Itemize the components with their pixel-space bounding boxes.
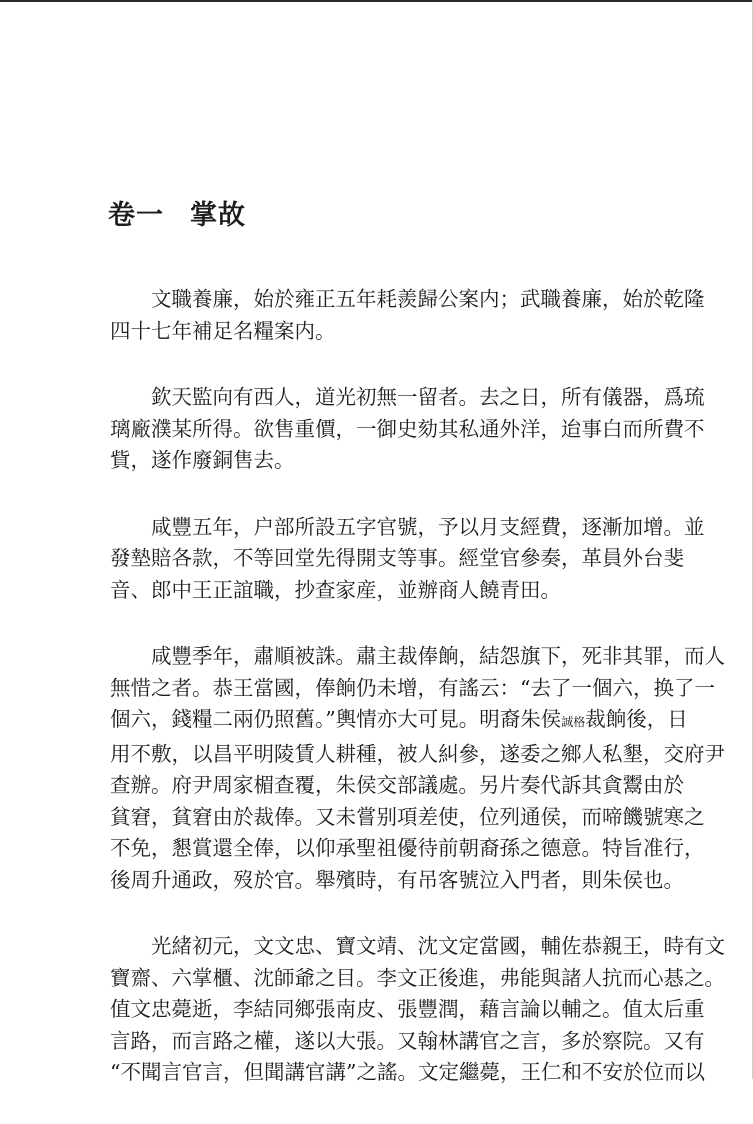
text-line: 咸豐五年，户部所設五字官號，予以月支經費，逐漸加增。並 bbox=[151, 514, 705, 539]
text-line: 發墊賠各款，不等回堂先得開支等事。經堂官參奏，革員外台斐 bbox=[110, 546, 684, 570]
line-text: 個六，錢糧二兩仍照舊。”輿情亦大可見。明裔朱侯 bbox=[110, 707, 562, 731]
chapter-heading bbox=[108, 193, 246, 232]
text-line: 值文忠薨逝，李結同鄉張南皮、張豐潤，藉言論以輔之。值太后重 bbox=[110, 997, 705, 1021]
interlinear-note: 誠格 bbox=[561, 715, 586, 729]
text-line: 寶齋、六掌櫃、沈師爺之目。李文正後進，弗能與諸人抗而心惎之。 bbox=[110, 965, 725, 990]
paragraph-xianfeng-five bbox=[110, 512, 705, 607]
text-line: 查辦。府尹周家楣查覆，朱侯交部議處。另片奏代訴其貪鬻由於 bbox=[110, 773, 684, 797]
top-border-rule bbox=[0, 0, 753, 2]
text-line: 後周升通政，歿於官。舉殯時，有吊客號泣入門者，則朱侯也。 bbox=[110, 867, 684, 892]
text-line: 四十七年補足名糧案内。 bbox=[110, 318, 336, 343]
text-line: “不聞言官言，但聞講官講”之謠。文定繼薨，王仁和不安於位而以 bbox=[110, 1060, 705, 1084]
paragraph-guangxu bbox=[110, 931, 725, 1089]
text-line-with-note bbox=[110, 704, 688, 739]
paragraph-sushun bbox=[110, 641, 725, 896]
text-line: 用不敷，以昌平明陵賃人耕種，被人糾參，遂委之鄉人私墾，交府尹 bbox=[110, 741, 725, 766]
text-line: 咸豐季年，肅順被誅。肅主裁俸餉，結怨旗下，死非其罪，而人 bbox=[151, 644, 725, 668]
text-line: 不免，懇賞還全俸，以仰承聖祖優待前朝裔孫之德意。特旨准行， bbox=[110, 836, 705, 860]
text-line: 貧窘，貧窘由於裁俸。又未嘗别項差使，位列通侯，而啼饑號寒之 bbox=[110, 804, 705, 829]
text-line: 璃廠濮某所得。欲售重價，一御史劾其私通外洋，迨事白而所費不 bbox=[110, 416, 705, 441]
text-line: 欽天監向有西人，道光初無一留者。去之日，所有儀器，爲琉 bbox=[151, 385, 705, 409]
chapter-number: 卷一 bbox=[108, 200, 164, 231]
text-line: 音、郎中王正誼職，抄查家産，並辦商人饒青田。 bbox=[110, 577, 561, 602]
paragraph-qintianjian bbox=[110, 382, 705, 477]
text-line: 無惜之者。恭王當國，俸餉仍未增，有謠云：“去了一個六，换了一 bbox=[110, 675, 715, 700]
paragraph-yanglian bbox=[110, 284, 705, 347]
chapter-title: 掌故 bbox=[190, 200, 246, 231]
text-line: 文職養廉，始於雍正五年耗羨歸公案内；武職養廉，始於乾隆 bbox=[151, 287, 705, 311]
body-text bbox=[110, 284, 725, 1124]
text-line: 貲，遂作廢銅售去。 bbox=[110, 448, 295, 472]
text-line: 光緒初元，文文忠、寶文靖、沈文定當國，輔佐恭親王，時有文 bbox=[151, 934, 725, 958]
line-text: 裁餉後，日 bbox=[585, 707, 688, 731]
text-line: 言路，而言路之權，遂以大張。又翰林講官之言，多於察院。又有 bbox=[110, 1028, 705, 1053]
